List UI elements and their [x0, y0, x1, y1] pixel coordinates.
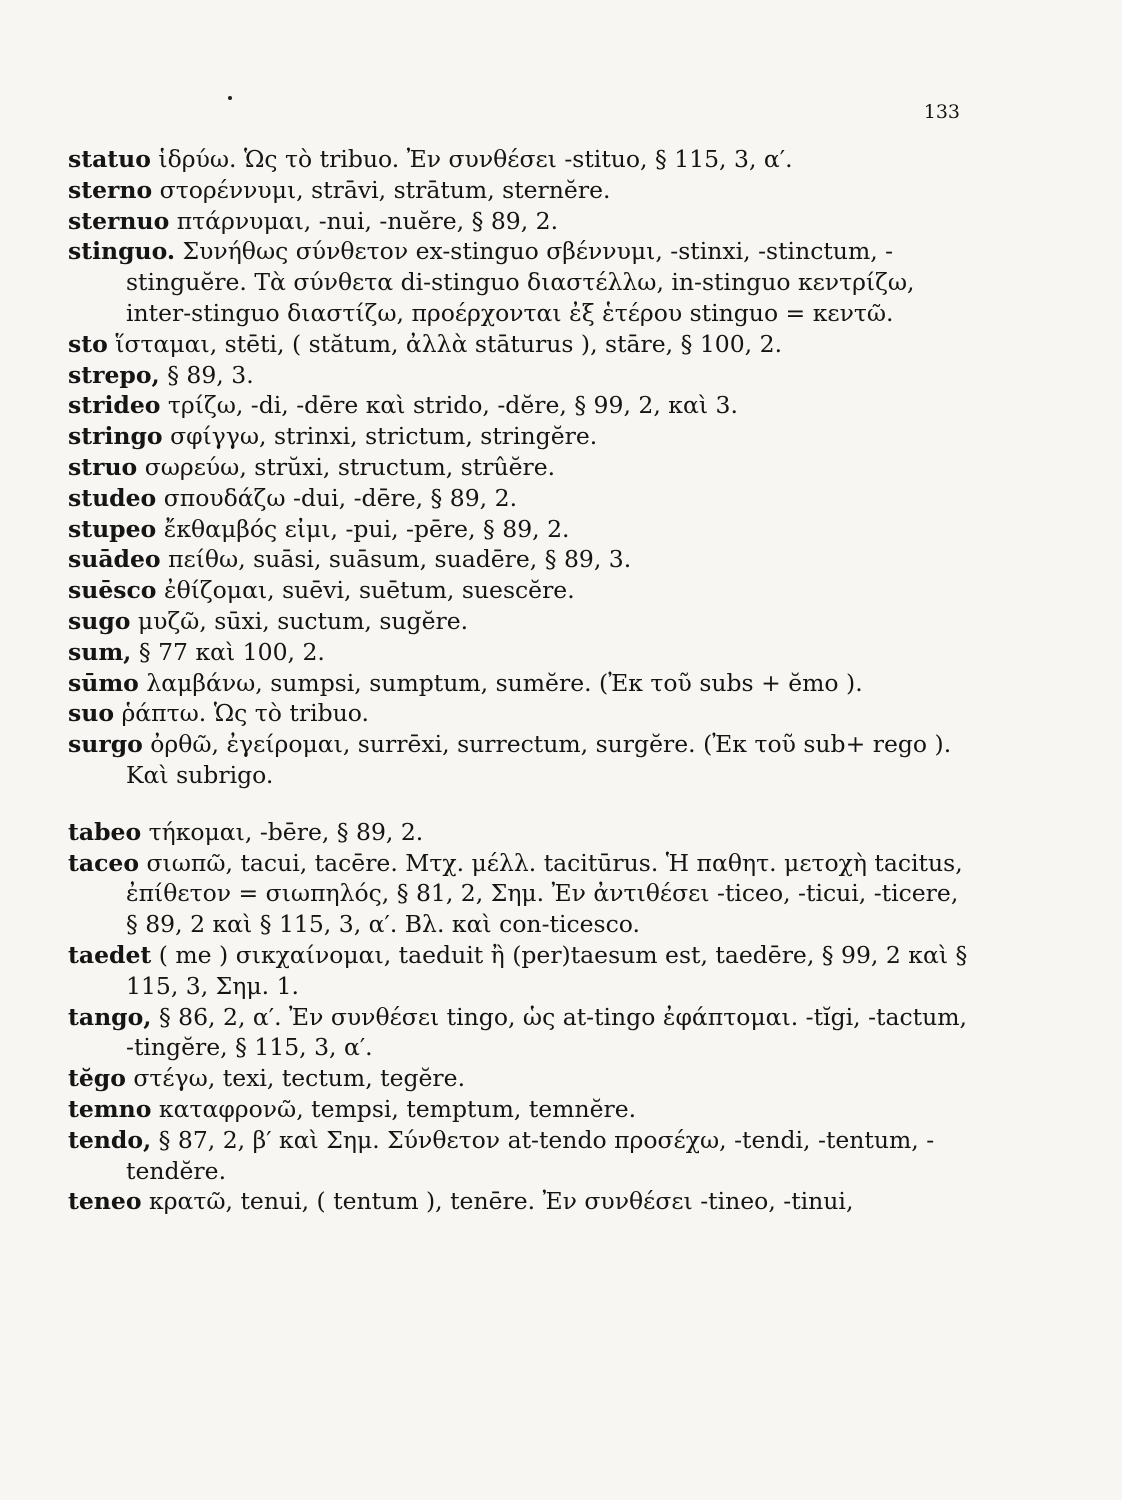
dictionary-entry — [68, 452, 968, 483]
entry-headword: suo — [68, 699, 114, 728]
dictionary-entry — [68, 1186, 968, 1217]
entry-headword: suādeo — [68, 545, 161, 574]
entry-definition: § 87, 2, β′ καὶ Σημ. Σύνθετον at-tendo προσέχω, -tendi, -tentum, - tendĕre. — [126, 1125, 935, 1185]
dictionary-entry — [68, 606, 968, 637]
entry-headword: taceo — [68, 848, 140, 877]
entry-definition: ἔκθαμβός εἰμι, -pui, -pēre, § 89, 2. — [156, 514, 570, 543]
entry-headword: strepo, — [68, 360, 160, 389]
entry-headword: sugo — [68, 606, 131, 635]
dictionary-entries — [68, 144, 968, 1217]
entry-headword: tendo, — [68, 1125, 152, 1154]
entry-definition: σωρεύω, strŭxi, structum, strûĕre. — [137, 452, 556, 481]
section-gap — [68, 791, 968, 817]
dictionary-entry — [68, 1063, 968, 1094]
dictionary-entry — [68, 848, 968, 940]
dictionary-entry — [68, 1094, 968, 1125]
entry-definition: σπουδάζω -dui, -dēre, § 89, 2. — [156, 483, 518, 512]
dictionary-entry — [68, 637, 968, 668]
entry-definition: καταφρονῶ, tempsi, temptum, temnĕre. — [151, 1094, 637, 1123]
entries-t-group — [68, 817, 968, 1217]
entry-definition: τήκομαι, -bēre, § 89, 2. — [141, 817, 424, 846]
entry-headword: stupeo — [68, 514, 157, 543]
dictionary-entry — [68, 575, 968, 606]
dictionary-entry — [68, 390, 968, 421]
entry-headword: tabeo — [68, 817, 142, 846]
entry-definition: ( me ) σικχαίνομαι, taeduit ἢ (per)taesum est, taedēre, § 99, 2 καὶ § 115, 3, Σημ. 1. — [126, 940, 968, 1000]
entry-definition: Συνήθως σύνθετον ex-stinguo σβέννυμι, -stinxi, -stinctum, -stinguĕre. Τὰ σύνθετα di-stinguo διαστέλλω, in-stinguo κεντρίζω, inter-stinguo διαστίζω, προέρχονται ἐξ ἑτέρου stinguo = κεντῶ. — [126, 237, 915, 327]
dictionary-entry — [68, 329, 968, 360]
entry-headword: struo — [68, 452, 138, 481]
entry-definition: ἐθίζομαι, suēvi, suētum, suescĕre. — [156, 576, 575, 605]
entry-headword: tĕgo — [68, 1064, 126, 1093]
entry-definition: στέγω, texi, tectum, tegĕre. — [125, 1064, 466, 1093]
entry-definition: ῥάπτω. Ὡς τὸ tribuo. — [114, 699, 369, 728]
dictionary-entry — [68, 360, 968, 391]
dictionary-entry — [68, 483, 968, 514]
entry-definition: κρατῶ, tenui, ( tentum ), tenēre. Ἐν συνθέσει -tineo, -tinui, — [141, 1187, 854, 1216]
speck-mark — [228, 96, 232, 100]
entry-definition: § 89, 3. — [159, 360, 254, 389]
dictionary-entry — [68, 144, 968, 175]
dictionary-entry — [68, 514, 968, 545]
dictionary-entry — [68, 175, 968, 206]
entry-headword: tango, — [68, 1002, 152, 1031]
entry-headword: strideo — [68, 391, 161, 420]
dictionary-entry — [68, 729, 968, 791]
entries-s-group — [68, 144, 968, 791]
dictionary-entry — [68, 698, 968, 729]
entry-definition: ὀρθῶ, ἐγείρομαι, surrēxi, surrectum, surgĕre. (Ἐκ τοῦ sub+ rego ). Καὶ subrigo. — [126, 730, 952, 789]
entry-definition: ἵσταμαι, stēti, ( stătum, ἀλλὰ stāturus ), stāre, § 100, 2. — [107, 329, 783, 358]
entry-headword: sum, — [68, 637, 132, 666]
entry-headword: stringo — [68, 422, 163, 451]
dictionary-entry — [68, 1002, 968, 1064]
entry-headword: sterno — [68, 175, 153, 204]
entry-headword: sūmo — [68, 668, 139, 697]
entry-headword: teneo — [68, 1187, 142, 1216]
entry-headword: surgo — [68, 730, 143, 759]
entry-definition: τρίζω, -di, -dēre καὶ strido, -dĕre, § 99, 2, καὶ 3. — [160, 391, 738, 420]
dictionary-entry — [68, 206, 968, 237]
entry-definition: σφίγγω, strinxi, strictum, stringĕre. — [162, 422, 598, 451]
dictionary-entry — [68, 544, 968, 575]
dictionary-entry — [68, 940, 968, 1002]
dictionary-entry — [68, 668, 968, 699]
dictionary-entry — [68, 1125, 968, 1187]
entry-definition: λαμβάνω, sumpsi, sumptum, sumĕre. (Ἐκ τοῦ subs + ĕmo ). — [138, 668, 863, 697]
entry-definition: ἱδρύω. Ὡς τὸ tribuo. Ἐν συνθέσει -stituo, § 115, 3, α′. — [150, 145, 793, 173]
entry-headword: suēsco — [68, 576, 157, 605]
entry-definition: σιωπῶ, tacui, tacēre. Μτχ. μέλλ. tacitūrus. Ἡ παθητ. μετοχὴ tacitus, ἐπίθετον = σιωπηλός, § 81, 2, Σημ. Ἐν ἀντιθέσει -ticeo, -ticui, -ticere, § 89, 2 καὶ § 115, 3, α′. Βλ. καὶ con-ticesco. — [126, 848, 963, 939]
entry-headword: stinguo. — [68, 237, 176, 266]
dictionary-entry — [68, 421, 968, 452]
entry-headword: taedet — [68, 940, 152, 969]
entry-headword: statuo — [68, 145, 151, 173]
entry-definition: πείθω, suāsi, suāsum, suadēre, § 89, 3. — [160, 545, 632, 574]
entry-definition: πτάρνυμαι, -nui, -nuĕre, § 89, 2. — [169, 206, 559, 235]
entry-headword: sto — [68, 329, 108, 358]
entry-definition: § 86, 2, α′. Ἐν συνθέσει tingo, ὡς at-tingo ἐφάπτομαι. -tĭgi, -tactum, -tingĕre, § 115, 3, α′. — [126, 1002, 967, 1062]
entry-headword: studeo — [68, 483, 157, 512]
entry-headword: sternuo — [68, 206, 170, 235]
entry-definition: § 77 καὶ 100, 2. — [131, 637, 325, 666]
entry-headword: temno — [68, 1094, 152, 1123]
dictionary-entry — [68, 236, 968, 328]
dictionary-entry — [68, 817, 968, 848]
entry-definition: μυζῶ, sūxi, suctum, sugĕre. — [130, 606, 469, 635]
page-number: 133 — [923, 101, 960, 123]
entry-definition: στορέννυμι, strāvi, strātum, sternĕre. — [152, 175, 611, 204]
